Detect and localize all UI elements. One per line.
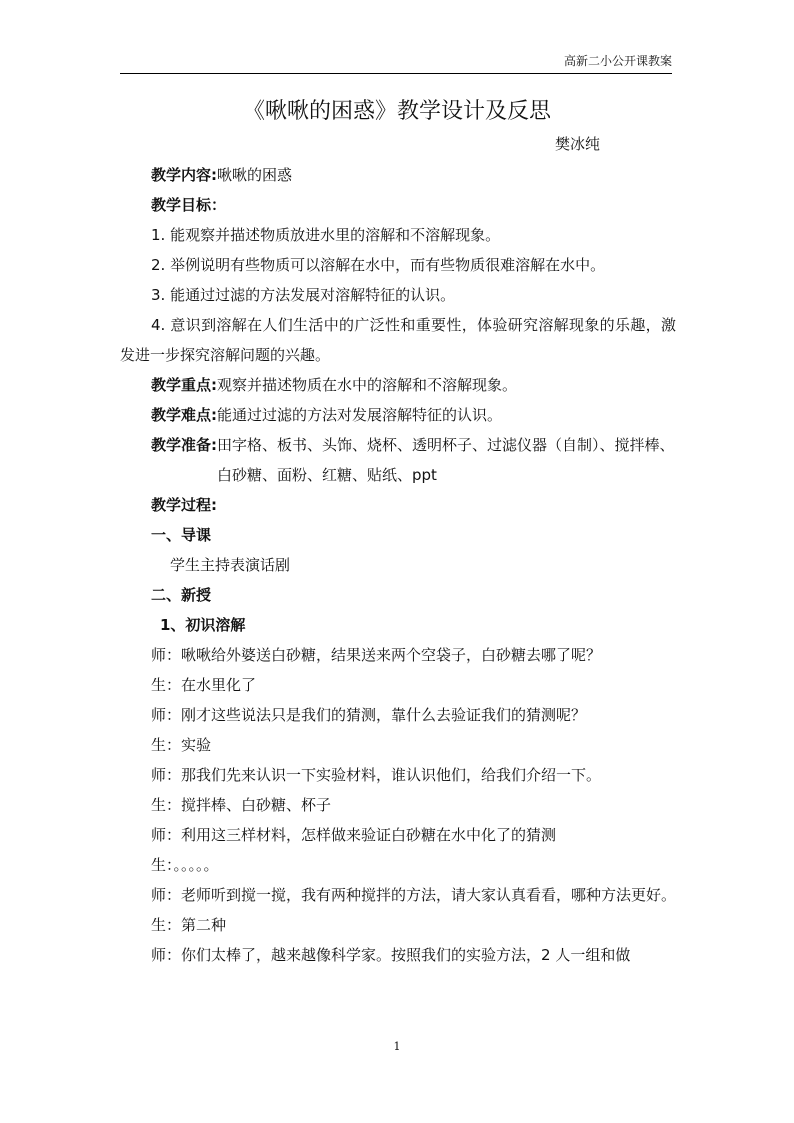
preparation-value: 田字格、板书、头饰、烧杯、透明杯子、过滤仪器（自制）、搅拌棒、白砂糖、面粉、红糖、贴纸、ppt bbox=[217, 436, 675, 484]
key-point-line bbox=[120, 370, 676, 400]
dialogue-line: 师：利用这三样材料，怎样做来验证白砂糖在水中化了的猜测 bbox=[151, 826, 557, 844]
dialogue-line: 师：啾啾给外婆送白砂糖，结果送来两个空袋子，白砂糖去哪了呢？ bbox=[151, 646, 602, 664]
preparation-line bbox=[120, 430, 676, 490]
goal-item: 1. 能观察并描述物质放进水里的溶解和不溶解现象。 bbox=[151, 226, 501, 244]
difficulty-line bbox=[120, 400, 676, 430]
key-point-value: 观察并描述物质在水中的溶解和不溶解现象。 bbox=[217, 376, 518, 394]
dialogue-line: 生：在水里化了 bbox=[151, 676, 257, 694]
preparation-label: 教学准备: bbox=[151, 436, 217, 454]
dialogue-line: 生：。。。。。 bbox=[151, 856, 219, 874]
dialogue-line: 生：搅拌棒、白砂糖、杯子 bbox=[151, 796, 332, 814]
author-name: 樊冰纯 bbox=[554, 135, 600, 153]
section-1-title: 一、导课 bbox=[151, 526, 212, 544]
goal-item: 4. 意识到溶解在人们生活中的广泛性和重要性，体验研究溶解现象的乐趣，激发进一步探究溶解问题的兴趣。 bbox=[120, 316, 676, 364]
dialogue-line: 师：老师听到搅一搅，我有两种搅拌的方法，请大家认真看看，哪种方法更好。 bbox=[151, 886, 677, 904]
content-line bbox=[120, 160, 676, 190]
difficulty-value: 能通过过滤的方法对发展溶解特征的认识。 bbox=[217, 406, 503, 424]
content-label: 教学内容: bbox=[151, 166, 217, 184]
dialogue-line: 师：刚才这些说法只是我们的猜测，靠什么去验证我们的猜测呢？ bbox=[151, 706, 587, 724]
section-1-text: 学生主持表演话剧 bbox=[170, 556, 291, 574]
document-body bbox=[120, 160, 676, 970]
page-number: 1 bbox=[393, 1040, 401, 1053]
document-title: 《啾啾的困惑》教学设计及反思 bbox=[242, 99, 551, 124]
subsection-1-title: 1、初识溶解 bbox=[160, 616, 246, 634]
header-rule bbox=[120, 73, 672, 74]
section-2-title: 二、新授 bbox=[151, 586, 212, 604]
process-heading: 教学过程: bbox=[151, 496, 217, 514]
goal-item: 3. 能通过过滤的方法发展对溶解特征的认识。 bbox=[151, 286, 456, 304]
content-value: 啾啾的困惑 bbox=[217, 166, 293, 184]
dialogue-line: 师：你们太棒了，越来越像科学家。按照我们的实验方法，2 人一组和做 bbox=[151, 946, 631, 964]
dialogue-line: 生：实验 bbox=[151, 736, 212, 754]
key-point-label: 教学重点: bbox=[151, 376, 217, 394]
goal-item: 2. 举例说明有些物质可以溶解在水中，而有些物质很难溶解在水中。 bbox=[151, 256, 606, 274]
dialogue-line: 生：第二种 bbox=[151, 916, 227, 934]
goals-heading: 教学目标： bbox=[151, 196, 227, 214]
dialogue-line: 师：那我们先来认识一下实验材料，谁认识他们，给我们介绍一下。 bbox=[151, 766, 602, 784]
difficulty-label: 教学难点: bbox=[151, 406, 217, 424]
page-header: 高新二小公开课教案 bbox=[563, 54, 672, 68]
